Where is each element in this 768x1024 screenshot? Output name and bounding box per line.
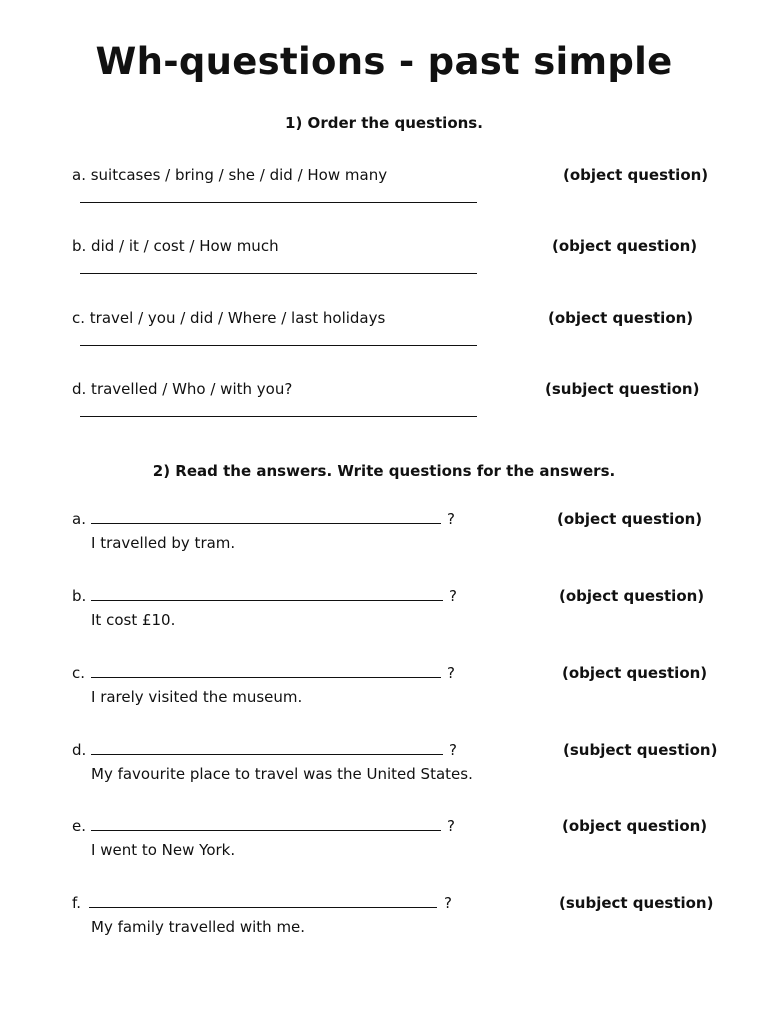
section-2-heading: 2) Read the answers. Write questions for the answers. [152, 462, 616, 480]
question-mark: ? [449, 587, 457, 605]
answer-line[interactable] [80, 416, 477, 417]
order-prompt: d. travelled / Who / with you? [72, 380, 293, 398]
question-type-tag: (subject question) [559, 894, 714, 912]
question-line[interactable] [91, 830, 441, 831]
order-prompt: a. suitcases / bring / she / did / How many [72, 166, 388, 184]
question-type-tag: (object question) [557, 510, 703, 528]
given-answer: I rarely visited the museum. [91, 688, 303, 706]
item-letter: f. [72, 894, 81, 912]
question-type-tag: (object question) [563, 166, 709, 184]
answer-line[interactable] [80, 273, 477, 274]
given-answer: I travelled by tram. [91, 534, 236, 552]
order-item-c [0, 309, 768, 369]
answer-item-b [0, 587, 768, 647]
question-mark: ? [444, 894, 452, 912]
question-type-tag: (object question) [548, 309, 694, 327]
item-letter: e. [72, 817, 86, 835]
item-letter: c. [72, 664, 86, 682]
answer-item-a [0, 510, 768, 570]
question-line[interactable] [89, 907, 437, 908]
section-1-heading: 1) Order the questions. [285, 114, 483, 132]
question-mark: ? [447, 510, 455, 528]
given-answer: My favourite place to travel was the United States. [91, 765, 473, 783]
answer-line[interactable] [80, 345, 477, 346]
question-mark: ? [449, 741, 457, 759]
question-line[interactable] [91, 754, 443, 755]
item-letter: b. [72, 587, 87, 605]
given-answer: I went to New York. [91, 841, 236, 859]
order-prompt: b. did / it / cost / How much [72, 237, 279, 255]
question-mark: ? [447, 664, 455, 682]
question-type-tag: (subject question) [563, 741, 718, 759]
answer-line[interactable] [80, 202, 477, 203]
question-type-tag: (object question) [562, 817, 708, 835]
question-type-tag: (object question) [552, 237, 698, 255]
order-prompt: c. travel / you / did / Where / last holidays [72, 309, 386, 327]
question-line[interactable] [91, 677, 441, 678]
question-type-tag: (subject question) [545, 380, 700, 398]
answer-item-c [0, 664, 768, 724]
item-letter: a. [72, 510, 86, 528]
page-title: Wh-questions - past simple [95, 40, 673, 83]
order-item-a [0, 166, 768, 226]
answer-item-f [0, 894, 768, 954]
answer-item-e [0, 817, 768, 877]
given-answer: My family travelled with me. [91, 918, 306, 936]
order-item-b [0, 237, 768, 297]
question-line[interactable] [91, 600, 443, 601]
item-letter: d. [72, 741, 87, 759]
question-type-tag: (object question) [559, 587, 705, 605]
answer-item-d [0, 741, 768, 801]
question-mark: ? [447, 817, 455, 835]
question-type-tag: (object question) [562, 664, 708, 682]
order-item-d [0, 380, 768, 440]
question-line[interactable] [91, 523, 441, 524]
given-answer: It cost £10. [91, 611, 176, 629]
